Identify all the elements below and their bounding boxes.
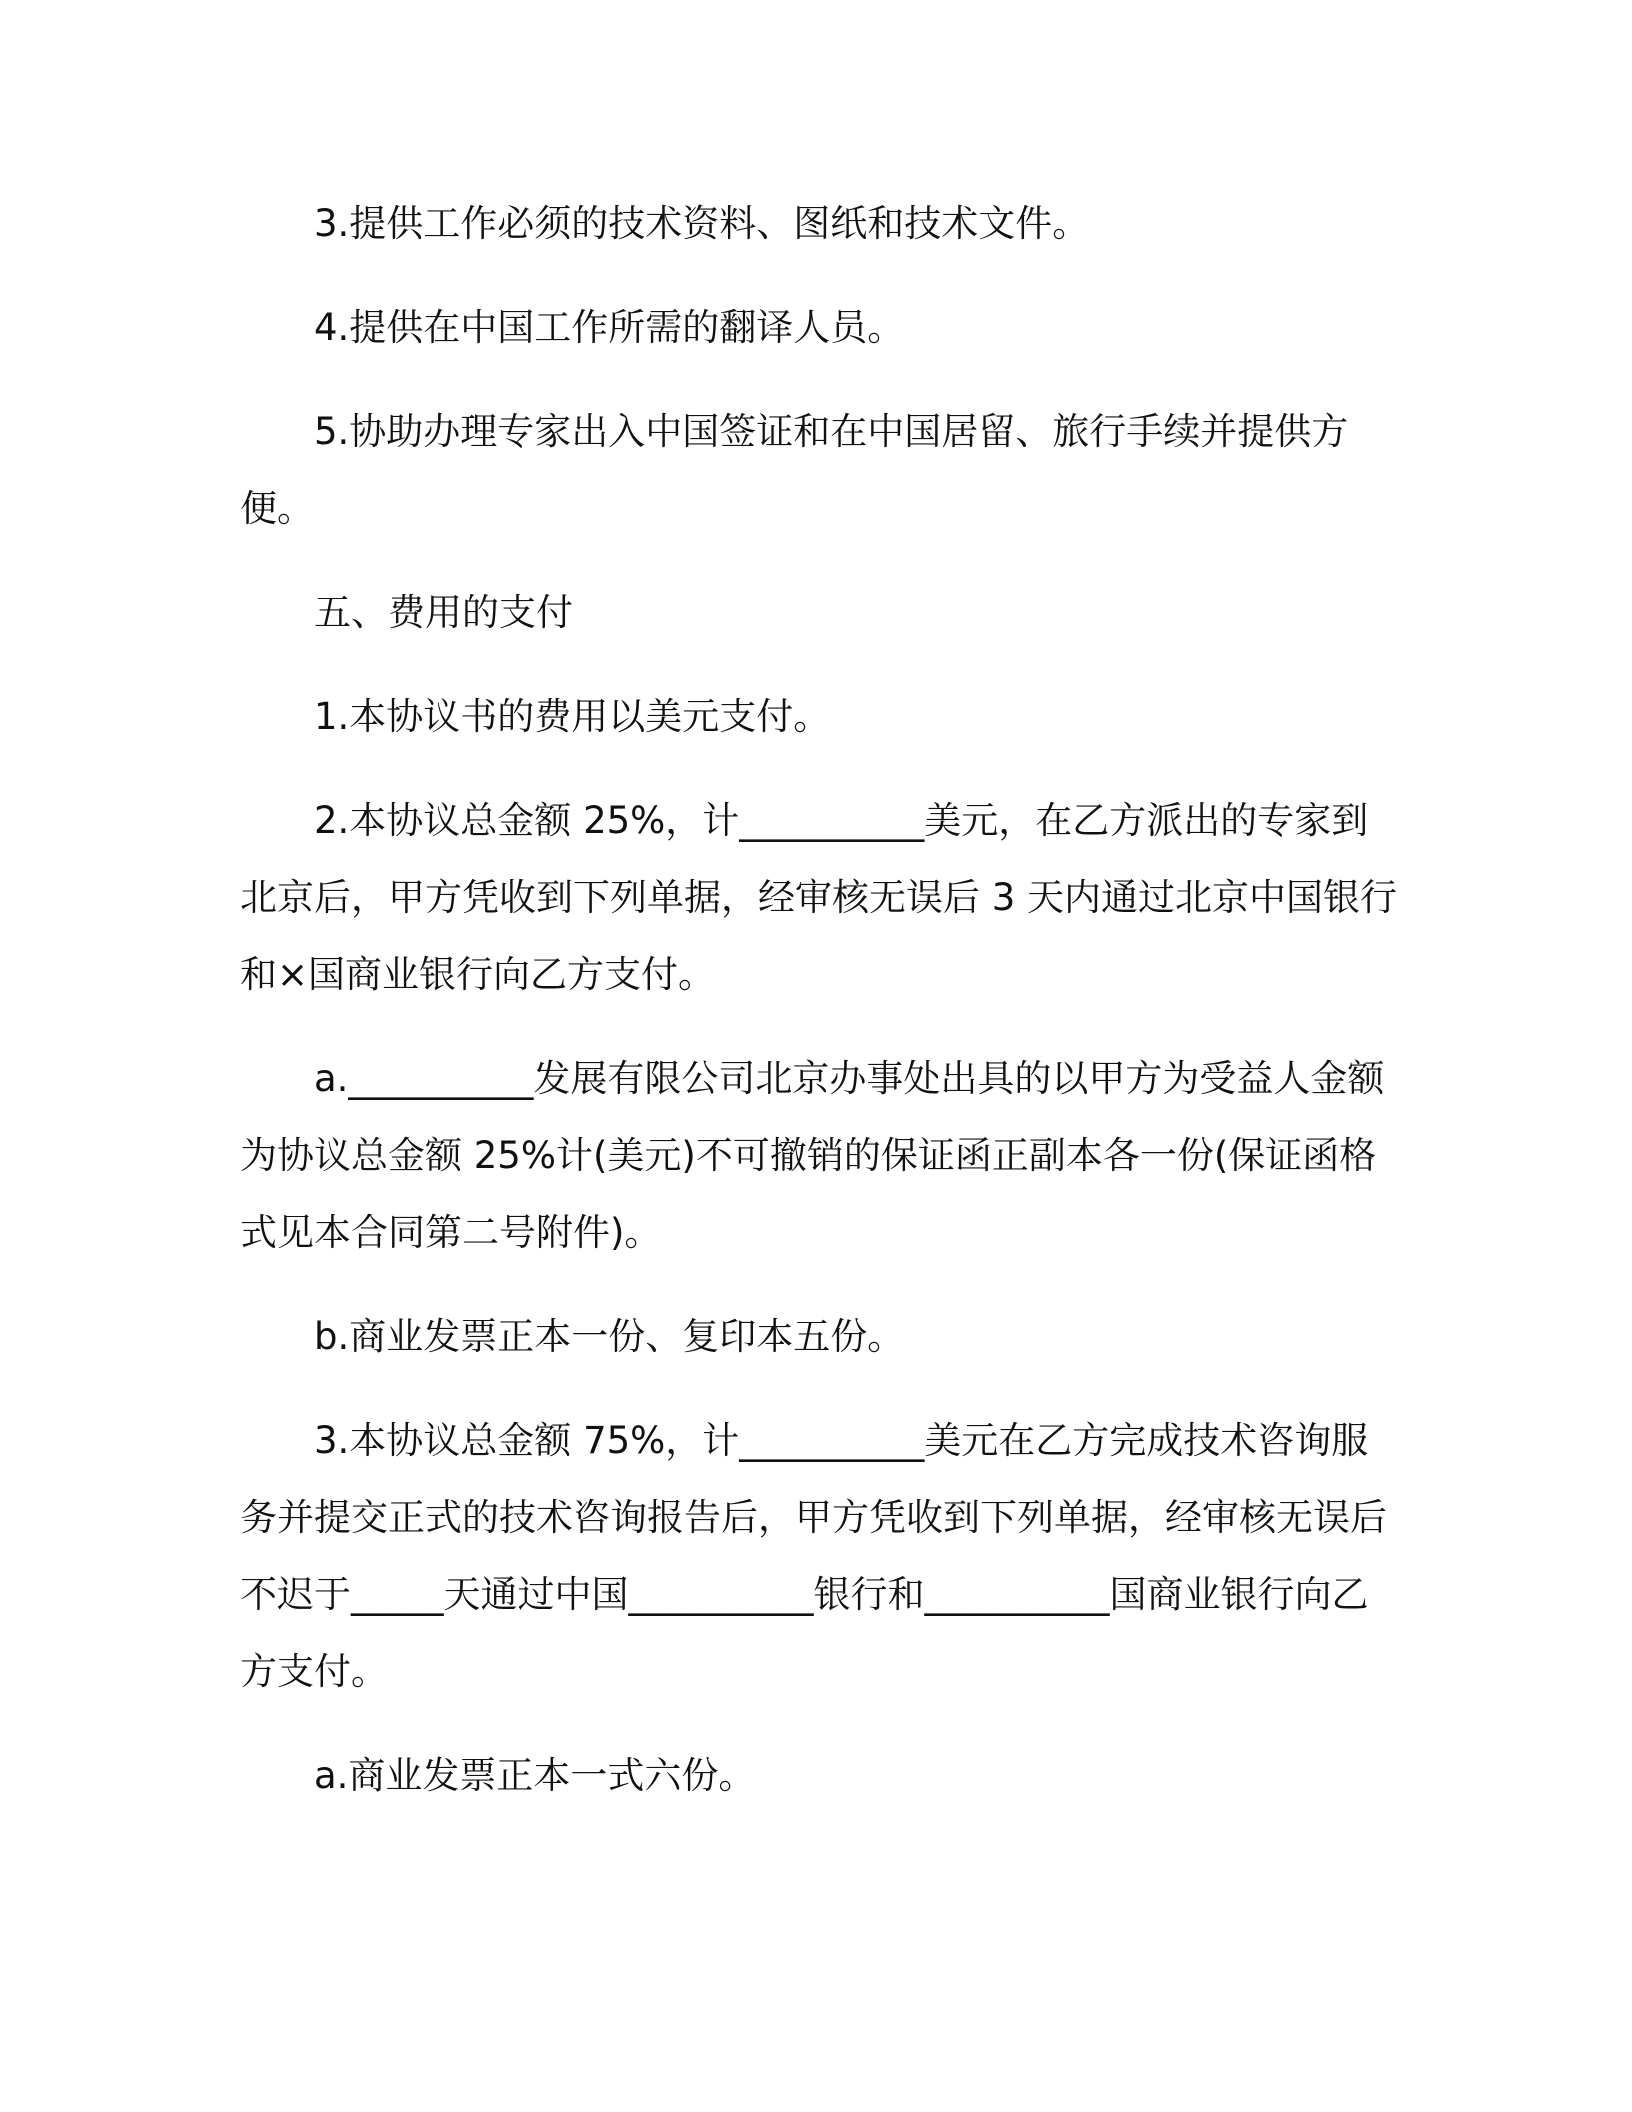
paragraph-payment-2a-guarantee-letter: a.__________发展有限公司北京办事处出具的以甲方为受益人金额为协议总金额 25%计(美元)不可撤销的保证函正副本各一份(保证函格式见本合同第二号附件)。 xyxy=(240,1057,1385,1254)
paragraph-payment-3a-invoice: a.商业发票正本一式六份。 xyxy=(314,1754,756,1797)
paragraph-payment-2b-invoice: b.商业发票正本一份、复印本五份。 xyxy=(314,1315,905,1358)
document-body xyxy=(240,185,1400,1841)
paragraph-payment-2-first-installment: 2.本协议总金额 25%，计__________美元，在乙方派出的专家到北京后，甲方凭收到下列单据，经审核无误后 3 天内通过北京中国银行和×国商业银行向乙方支付。 xyxy=(240,799,1398,996)
section-heading-payment: 五、费用的支付 xyxy=(314,591,573,634)
paragraph-payment-3-final-installment: 3.本协议总金额 75%，计__________美元在乙方完成技术咨询服务并提交正式的技术咨询报告后，甲方凭收到下列单据，经审核无误后不迟于_____天通过中国__________银行和__________国商业银行向乙方支付。 xyxy=(240,1419,1387,1693)
paragraph-clause-3-tech-materials: 3.提供工作必须的技术资料、图纸和技术文件。 xyxy=(314,202,1090,245)
paragraph-clause-5-visa-assistance: 5.协助办理专家出入中国签证和在中国居留、旅行手续并提供方便。 xyxy=(240,410,1349,530)
paragraph-clause-4-translators: 4.提供在中国工作所需的翻译人员。 xyxy=(314,306,905,349)
paragraph-payment-1-currency: 1.本协议书的费用以美元支付。 xyxy=(314,695,831,738)
